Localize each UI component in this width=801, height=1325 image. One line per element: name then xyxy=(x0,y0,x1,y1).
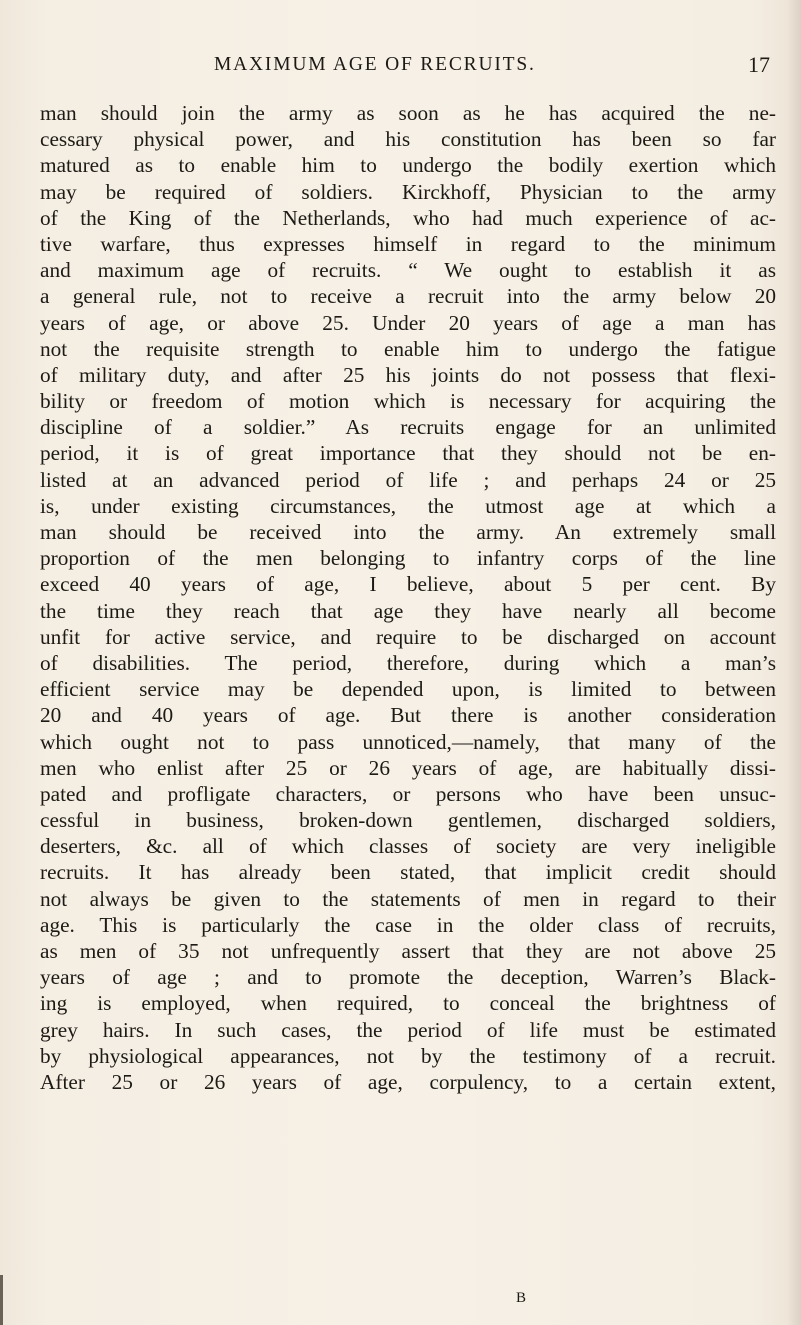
text-line: period, it is of great importance that they should not be en- xyxy=(40,441,776,466)
text-line: not always be given to the statements of men in regard to their xyxy=(40,886,776,911)
text-line: unfit for active service, and require to be discharged on account xyxy=(40,624,776,649)
text-line: recruits. It has already been stated, that implicit credit should xyxy=(40,860,776,885)
text-line: years of age ; and to promote the deception, Warren’s Black- xyxy=(40,965,776,990)
text-line: the time they reach that age they have nearly all become xyxy=(40,598,776,623)
text-line: cessary physical power, and his constitution has been so far xyxy=(40,127,776,152)
signature-mark: B xyxy=(516,1290,527,1306)
text-line: matured as to enable him to undergo the bodily exertion which xyxy=(40,153,776,178)
text-line: years of age, or above 25. Under 20 years of age a man has xyxy=(40,310,776,335)
text-line: of the King of the Netherlands, who had much experience of ac- xyxy=(40,205,776,230)
page-number: 17 xyxy=(748,52,770,77)
text-line: tive warfare, thus expresses himself in regard to the minimum xyxy=(40,231,776,256)
text-line: men who enlist after 25 or 26 years of age, are habitually dissi- xyxy=(40,755,776,780)
text-line: not the requisite strength to enable him to undergo the fatigue xyxy=(40,336,776,361)
text-line: deserters, &c. all of which classes of society are very ineligible xyxy=(40,834,776,859)
text-line: of military duty, and after 25 his joints do not possess that flexi- xyxy=(40,362,776,387)
text-line: proportion of the men belonging to infantry corps of the line xyxy=(40,546,776,571)
running-head xyxy=(40,50,770,80)
running-title: MAXIMUM AGE OF RECRUITS. xyxy=(214,54,536,75)
text-line: discipline of a soldier.” As recruits engage for an unlimited xyxy=(40,415,776,440)
text-line: cessful in business, broken-down gentlemen, discharged soldiers, xyxy=(40,808,776,833)
text-line: is, under existing circumstances, the utmost age at which a xyxy=(40,493,776,518)
page-edge-shadow xyxy=(787,0,801,1325)
text-line: man should join the army as soon as he has acquired the ne- xyxy=(40,101,776,125)
text-line: may be required of soldiers. Kirckhoff, Physician to the army xyxy=(40,179,776,204)
text-line: age. This is particularly the case in the older class of recruits, xyxy=(40,912,776,937)
text-line: man should be received into the army. An extremely small xyxy=(40,520,776,544)
text-line: efficient service may be depended upon, is limited to between xyxy=(40,677,776,702)
text-line: After 25 or 26 years of age, corpulency, to a certain extent, xyxy=(40,1069,776,1094)
text-line: 20 and 40 years of age. But there is another consideration xyxy=(40,703,776,728)
text-line: exceed 40 years of age, I believe, about 5 per cent. By xyxy=(40,572,776,597)
text-line: of disabilities. The period, therefore, during which a man’s xyxy=(40,650,776,675)
text-line: grey hairs. In such cases, the period of life must be estimated xyxy=(40,1017,776,1042)
body-text xyxy=(40,100,776,1095)
text-line: ing is employed, when required, to conceal the brightness of xyxy=(40,991,776,1016)
text-line: as men of 35 not unfrequently assert that they are not above 25 xyxy=(40,939,776,963)
text-line: which ought not to pass unnoticed,—namely, that many of the xyxy=(40,729,776,754)
binding-mark xyxy=(0,1275,3,1325)
text-line: bility or freedom of motion which is necessary for acquiring the xyxy=(40,389,776,414)
text-line: by physiological appearances, not by the testimony of a recruit. xyxy=(40,1043,776,1068)
text-line: pated and profligate characters, or persons who have been unsuc- xyxy=(40,781,776,806)
text-line: listed at an advanced period of life ; and perhaps 24 or 25 xyxy=(40,467,776,492)
text-line: and maximum age of recruits. “ We ought to establish it as xyxy=(40,258,776,283)
text-line: a general rule, not to receive a recruit into the army below 20 xyxy=(40,284,776,309)
